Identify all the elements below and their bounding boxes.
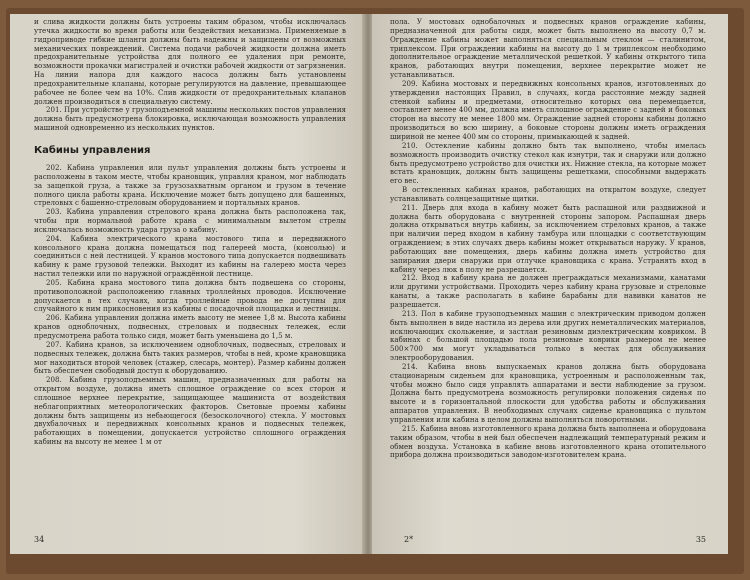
paragraph: пола. У мостовых однобалочных и подвесных кранов ограждение кабины, предназначенной для работы сидя, может быть выполнено на высоту 0,7 м. Ограждение кабины может выполняться специальным стеклом — сталинитом, триплексом. При ограждении кабины на высоту до 1 м триплексом необходимо дополнительное ограждение металлической решеткой. У кабины открытого типа кранов, работающих внутри помещения, верхнее перекрытие может не устанавливаться. (390, 17, 706, 80)
paragraph: 205. Кабина крана мостового типа должна быть подвешена со стороны, противоположной расположению главных троллейных проводов. Исключение допускается в тех случаях, когда троллейные провода не доступны для случайного к ним прикосновения из кабины с посадочной площадки и лестницы. (34, 277, 346, 314)
paragraph: 209. Кабина мостовых и передвижных консольных кранов, изготовленных до утверждения настоящих Правил, в случаях, когда расстояние между задней стенкой кабины и предметами, относительно которых она перемещается, составляет менее 400 мм, должна иметь сплошное ограждение с задней и боковых сторон на высоту не менее 1800 мм. Ограждение задней стороны кабины должно производиться во всю ширину, а боковые стороны должны иметь ограждения шириной не менее 400 мм со стороны, примыкающей к задней. (390, 78, 706, 141)
paragraph: 210. Остекление кабины должно быть так выполнено, чтобы имелась возможность производить очистку стекол как изнутри, так и снаружи или должно быть предусмотрено устройство для очистки их. Нижние стекла, на которые может встать крановщик, должны быть защищены решетками, способными выдержать его вес. (390, 140, 706, 186)
paragraph: 213. Пол в кабине грузоподъемных машин с электрическим приводом должен быть выполнен в виде настила из дерева или других неметаллических материалов, исключающих скольжение, и застлан резиновым диэлектрическим ковриком. В кабинах с большой площадью пола резиновые коврики размером не менее 500×700 мм могут укладываться только в местах для обслуживания электрооборудования. (390, 308, 706, 363)
section-heading: Кабины управления (34, 144, 151, 156)
paragraph: 212. Вход в кабину крана не должен преграждаться механизмами, канатами или другими устройствами. Проходить через кабину крана грузовые и стреловые канаты, а также располагать в кабине барабаны для навивки канатов не разрешается. (390, 273, 706, 309)
paragraph: 203. Кабина управления стрелового крана должна быть расположена так, чтобы при нормальной работе крана с минимальным вылетом стрелы исключалась возможность удара груза о кабину. (34, 207, 346, 234)
paragraph: 211. Дверь для входа в кабину может быть распашной или раздвижной и должна быть оборудована с внутренней стороны запором. Распашная дверь должна открываться внутрь кабины, за исключением стреловых кранов, а также при наличии перед входом в кабину тамбура или площадки с соответствующим ограждением; в этих случаях дверь кабины может открываться наружу. У кранов, работающих вне помещения, дверь кабины должна иметь устройство для запирания двери снаружи при отлучке крановщика с крана. Устранять вход в кабину через люк в полу не разрешается. (390, 202, 706, 274)
paragraph: 215. Кабина вновь изготовленного крана должна быть выполнена и оборудована таким образом, чтобы в ней был обеспечен надлежащий температурный режим и обмен воздуха. Установка в кабине вновь изготовленного крана отопительного прибора должна производиться заводом-изготовителем крана. (390, 423, 706, 460)
paragraph: В остекленных кабинах кранов, работающих на открытом воздухе, следует устанавливать солнцезащитные щитки. (390, 185, 706, 203)
right-page (372, 14, 728, 554)
paragraph: 206. Кабина управления должна иметь высоту не менее 1,8 м. Высота кабины кранов одноблочных, подвесных, стреловых и подвесных тележек, если предусмотрена работа только сидя, может быть уменьшена до 1,5 м. (34, 313, 346, 340)
page-number-left: 34 (34, 535, 45, 544)
paragraph: 204. Кабина электрического крана мостового типа и передвижного консольного крана должна помещаться под галереей моста, (консолью) и соединяться с ней лестницей. У кранов мостового типа допускается подвешивать кабину к раме грузовой тележки. Выходят из кабины на галерею моста через настил тележки или по наружной ограждённой лестнице. (34, 233, 346, 279)
paragraph: 201. При устройстве у грузоподъемной машины нескольких постов управления должна быть предусмотрена блокировка, исключающая возможность управления машиной одновременно из нескольких пунктов. (34, 105, 346, 133)
paragraph: 208. Кабина грузоподъемных машин, предназначенных для работы на открытом воздухе, должна иметь сплошное ограждение со всех сторон и сплошное верхнее перекрытие, защищающее машиниста от воздействия неблагоприятных метеорологических факторов. Световые проемы кабины должны быть защищены из небьющегося (безосколочного) стекла. У мостовых двухбалочных и передвижных консольных кранов и подвесных тележек, работающих в помещении, допускается устройство сплошного ограждения кабины на высоту не менее 1 м от (34, 375, 346, 447)
signature-mark: 2* (404, 535, 414, 544)
paragraph: 214. Кабина вновь выпускаемых кранов должна быть оборудована стационарным сиденьем для крановщика, устроенным и расположенным так, чтобы можно было сидя управлять аппаратами и вести наблюдение за грузом. Должна быть предусмотрена возможность регулировки положения сиденья по высоте и в горизонтальной плоскости для удобства работы и обслуживания аппаратов управления. В необходимых случаях сиденье крановщика с пультом управления или кабина в целом должны выполняться поворотными. (390, 361, 706, 424)
page-number-right: 35 (695, 535, 706, 544)
left-page (10, 14, 364, 554)
paragraph: 202. Кабина управления или пульт управления должны быть устроены и расположены в таком месте, чтобы крановщик, управляя краном, мог наблюдать за защепкой груза, а также за грузозахватным органом и грузом в течение полного цикла работы крана. Исключение может быть допущено для башенных, стреловых с башенно-стреловым оборудованием и портальных кранов. (34, 162, 346, 208)
paragraph: и слива жидкости должны быть устроены таким образом, чтобы исключалась утечка жидкости во время работы или бездействия механизма. Применяемые в гидроприводе гибкие шланги должны быть надежны и защищены от возможных механических повреждений. Система подачи рабочей жидкости должна иметь предохранительные устройства для полного ее удаления при ремонте, возможности прокачки магистралей и очистки рабочей жидкости от загрязнения. На линии напора для каждого насоса должны быть установлены предохранительные клапаны, которые регулируются на давление, превышающее рабочее не более чем на 10%. Слив жидкости от предохранительных клапанов должен производиться в специальную систему. (34, 17, 346, 106)
paragraph: 207. Кабина кранов, за исключением одноблочных, подвесных, стреловых и подвесных тележек, должна быть таких размеров, чтобы в ней, кроме крановщика мог находиться второй человек (стажер, слесарь, монтер). Размер кабины должен быть обеспечен свободный доступ к оборудованию. (34, 339, 346, 376)
